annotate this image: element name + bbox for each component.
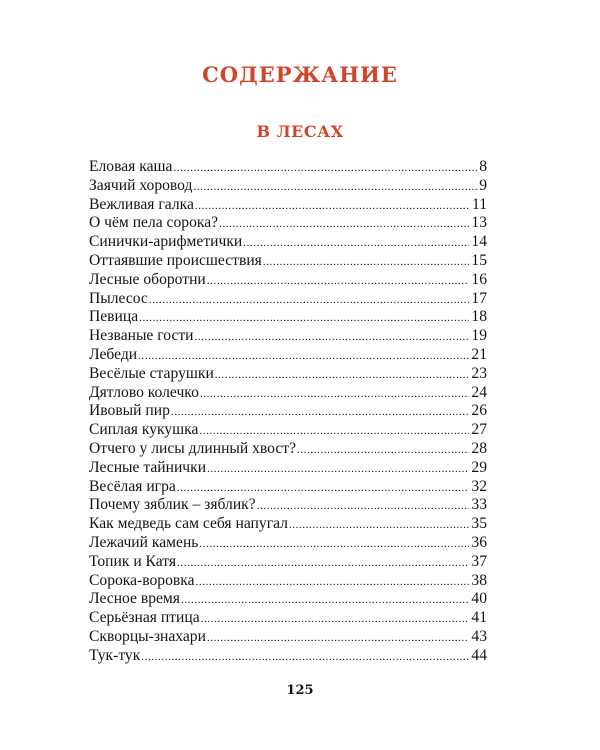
- toc-entry: [89, 515, 487, 534]
- toc-leader-dots: [181, 591, 469, 610]
- toc-entry: [89, 590, 487, 609]
- toc-entry-page: 11: [471, 195, 487, 213]
- toc-leader-dots: [207, 629, 469, 648]
- toc-entry: [89, 177, 487, 196]
- toc-entry: [89, 421, 487, 440]
- toc-entry-title: Лебеди: [89, 345, 138, 363]
- toc-entry-page: 9: [479, 176, 487, 194]
- toc-entry: [89, 478, 487, 497]
- toc-entry-title: Сорока-воровка: [89, 571, 195, 589]
- toc-leader-dots: [195, 328, 470, 347]
- toc-leader-dots: [215, 366, 470, 385]
- toc-entry-page: 32: [471, 477, 487, 495]
- toc-leader-dots: [141, 648, 469, 667]
- toc-entry-title: Певица: [89, 308, 139, 326]
- toc-entry-page: 21: [471, 345, 487, 363]
- toc-leader-dots: [138, 347, 469, 366]
- toc-entry-page: 40: [471, 590, 487, 608]
- toc-entry-title: Весёлая игра: [89, 477, 176, 495]
- toc-entry-title: Вежливая галка: [89, 195, 194, 213]
- toc-entry-page: 27: [471, 421, 487, 439]
- table-of-contents: [89, 158, 487, 666]
- toc-entry-page: 8: [479, 158, 487, 175]
- toc-leader-dots: [207, 272, 470, 291]
- toc-entry-title: Весёлые старушки: [89, 364, 214, 382]
- toc-entry-title: Лесные тайнички: [89, 458, 207, 476]
- toc-entry: [89, 346, 487, 365]
- toc-entry-page: 28: [471, 439, 487, 457]
- toc-entry: [89, 327, 487, 346]
- toc-entry-page: 33: [471, 496, 487, 514]
- toc-entry-page: 41: [471, 609, 487, 627]
- toc-entry-title: Сиплая кукушка: [89, 421, 199, 439]
- toc-entry: [89, 252, 487, 271]
- toc-entry-title: Как медведь сам себя напугал: [89, 515, 288, 533]
- toc-entry-page: 24: [471, 383, 487, 401]
- toc-entry-title: Тук-тук: [89, 646, 141, 664]
- toc-entry: [89, 572, 487, 591]
- toc-entry-title: Лежачий камень: [89, 533, 199, 551]
- toc-entry: [89, 214, 487, 233]
- toc-entry: [89, 402, 487, 421]
- toc-leader-dots: [289, 516, 469, 535]
- toc-leader-dots: [219, 215, 469, 234]
- toc-entry-title: Ивовый пир: [89, 402, 170, 420]
- toc-entry-page: 13: [471, 214, 487, 232]
- toc-entry-page: 43: [471, 627, 487, 645]
- toc-entry-page: 35: [471, 515, 487, 533]
- page-number: 125: [286, 683, 314, 698]
- toc-entry-title: Лесные оборотни: [89, 270, 206, 288]
- toc-entry-page: 19: [471, 327, 487, 345]
- toc-leader-dots: [257, 497, 470, 516]
- toc-entry-title: Оттаявшие происшествия: [89, 251, 262, 269]
- toc-entry: [89, 609, 487, 628]
- toc-leader-dots: [139, 309, 469, 328]
- toc-entry-title: Синички-арифметички: [89, 233, 243, 251]
- toc-entry-page: 15: [471, 251, 487, 269]
- toc-leader-dots: [173, 159, 477, 178]
- toc-entry-title: Отчего у лисы длинный хвост?: [89, 439, 297, 457]
- toc-leader-dots: [201, 610, 470, 629]
- toc-entry-title: Заячий хоровод: [89, 176, 193, 194]
- toc-entry-page: 44: [471, 646, 487, 664]
- toc-entry: [89, 534, 487, 553]
- toc-entry-title: О чём пела сорока?: [89, 214, 219, 232]
- toc-entry-title: Незваные гости: [89, 327, 194, 345]
- toc-entry-page: 36: [471, 533, 487, 551]
- toc-entry-page: 18: [471, 308, 487, 326]
- toc-entry-page: 23: [471, 364, 487, 382]
- toc-entry: [89, 271, 487, 290]
- toc-entry: [89, 647, 487, 666]
- toc-leader-dots: [297, 441, 469, 460]
- toc-entry-page: 26: [471, 402, 487, 420]
- toc-leader-dots: [199, 535, 469, 554]
- toc-entry-title: Еловая каша: [89, 158, 173, 175]
- toc-entry-page: 14: [471, 233, 487, 251]
- toc-entry: [89, 196, 487, 215]
- toc-entry-title: Пылесос: [89, 289, 148, 307]
- toc-entry: [89, 384, 487, 403]
- toc-entry-page: 29: [471, 458, 487, 476]
- toc-entry-page: 16: [471, 270, 487, 288]
- toc-leader-dots: [263, 253, 470, 272]
- toc-entry: [89, 290, 487, 309]
- toc-entry: [89, 233, 487, 252]
- toc-entry-title: Почему зяблик – зяблик?: [89, 496, 256, 514]
- toc-leader-dots: [243, 234, 469, 253]
- toc-leader-dots: [171, 403, 470, 422]
- toc-entry: [89, 308, 487, 327]
- toc-leader-dots: [195, 197, 470, 216]
- toc-entry: [89, 496, 487, 515]
- toc-entry-page: 38: [471, 571, 487, 589]
- section-heading: В ЛЕСАХ: [256, 122, 344, 141]
- toc-entry-title: Скворцы-знахари: [89, 627, 206, 645]
- toc-leader-dots: [199, 422, 469, 441]
- toc-entry-title: Топик и Катя: [89, 552, 177, 570]
- toc-entry: [89, 553, 487, 572]
- toc-leader-dots: [149, 291, 470, 310]
- toc-entry: [89, 158, 487, 177]
- toc-entry-title: Серьёзная птица: [89, 609, 200, 627]
- toc-entry-title: Лесное время: [89, 590, 180, 608]
- toc-leader-dots: [196, 573, 470, 592]
- toc-entry: [89, 628, 487, 647]
- toc-leader-dots: [177, 554, 469, 573]
- toc-leader-dots: [207, 460, 469, 479]
- toc-leader-dots: [177, 479, 470, 498]
- toc-entry: [89, 459, 487, 478]
- toc-leader-dots: [193, 178, 477, 197]
- toc-entry-page: 37: [471, 552, 487, 570]
- toc-entry-title: Дятлово колечко: [89, 383, 199, 401]
- toc-entry: [89, 440, 487, 459]
- toc-entry-page: 17: [471, 289, 487, 307]
- toc-leader-dots: [200, 385, 470, 404]
- contents-heading: СОДЕРЖАНИЕ: [202, 62, 398, 87]
- toc-entry: [89, 365, 487, 384]
